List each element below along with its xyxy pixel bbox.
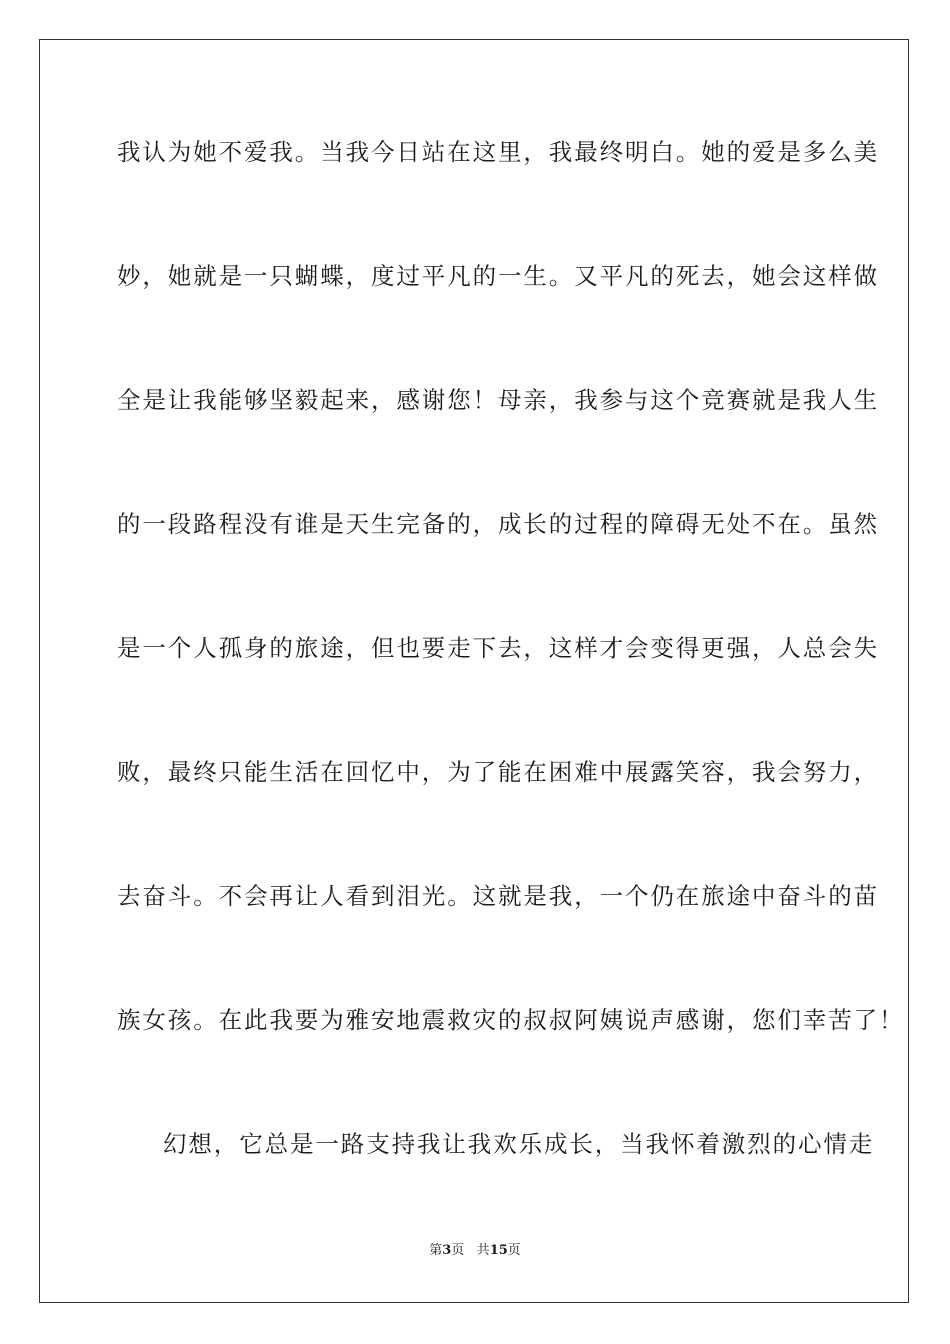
text-line-8: 族女孩。在此我要为雅安地震救灾的叔叔阿姨说声感谢，您们幸苦了！ xyxy=(117,1006,905,1034)
page-prefix: 第 xyxy=(429,1243,443,1258)
page-total: 15 xyxy=(489,1243,508,1258)
text-line-2: 妙，她就是一只蝴蝶，度过平凡的一生。又平凡的死去，她会这样做 xyxy=(117,262,879,290)
text-line-9: 幻想，它总是一路支持我让我欢乐成长，当我怀着激烈的心情走 xyxy=(163,1130,875,1158)
text-line-7: 去奋斗。不会再让人看到泪光。这就是我，一个仍在旅途中奋斗的苗 xyxy=(117,882,879,910)
text-line-3: 全是让我能够坚毅起来，感谢您！母亲，我参与这个竞赛就是我人生 xyxy=(117,386,879,414)
text-line-6: 败，最终只能生活在回忆中，为了能在困难中展露笑容，我会努力， xyxy=(117,758,879,786)
page-suffix: 页 xyxy=(451,1243,465,1258)
page-current: 3 xyxy=(442,1243,452,1258)
page-border xyxy=(39,39,909,1303)
total-prefix: 共 xyxy=(476,1243,490,1258)
text-line-5: 是一个人孤身的旅途，但也要走下去，这样才会变得更强，人总会失 xyxy=(117,634,879,662)
total-suffix: 页 xyxy=(507,1243,521,1258)
text-line-1: 我认为她不爱我。当我今日站在这里，我最终明白。她的爱是多么美 xyxy=(117,138,879,166)
text-line-4: 的一段路程没有谁是天生完备的，成长的过程的障碍无处不在。虽然 xyxy=(117,510,879,538)
page-footer xyxy=(0,1243,950,1259)
